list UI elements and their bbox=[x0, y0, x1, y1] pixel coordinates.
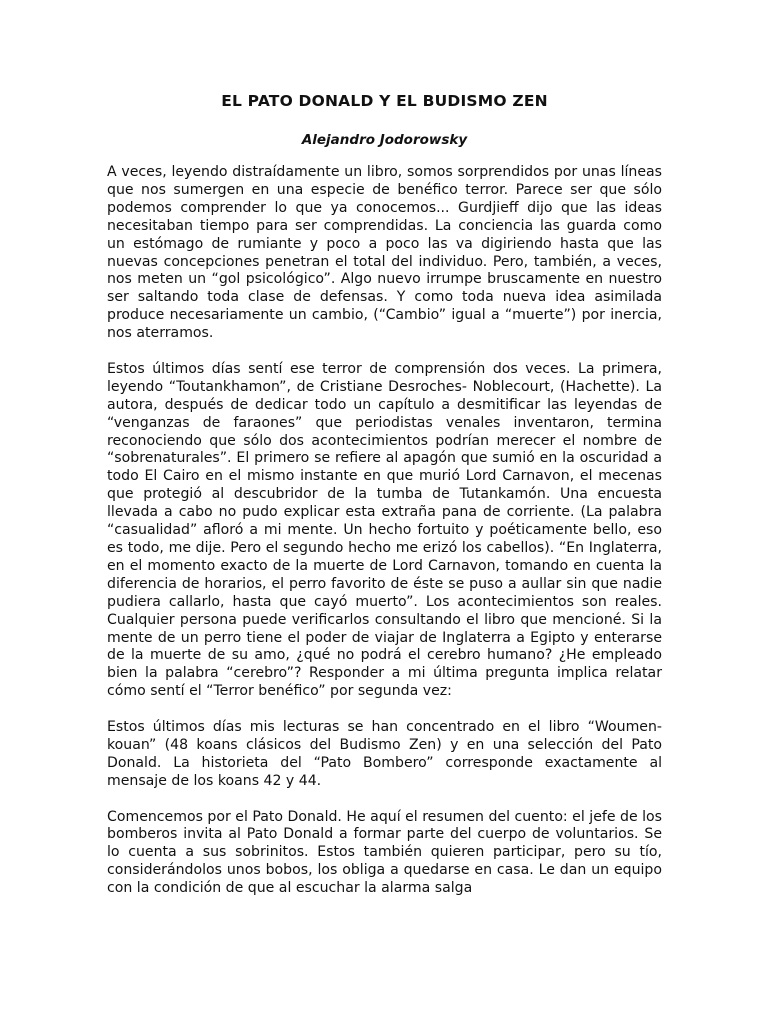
document-title: EL PATO DONALD Y EL BUDISMO ZEN bbox=[221, 92, 548, 110]
paragraph-2: Estos últimos días sentí ese terror de comprensión dos veces. La primera, leyendo “Toutankhamon”, de Cristiane Desroches- Noblecourt, (Hachette). La autora, después de dedicar todo un capítulo a desmitificar las leyendas de “venganzas de faraones” que periodistas venales inventaron, termina reconociendo que sólo dos acontecimientos podrían merecer el nombre de “sobrenaturales”. El primero se refiere al apagón que sumió en la oscuridad a todo El Cairo en el mismo instante en que murió Lord Carnavon, el mecenas que protegió al descubridor de la tumba de Tutankamón. Una encuesta llevada a cabo no pudo explicar esta extraña pana de corriente. (La palabra “casualidad” afloró a mi mente. Un hecho fortuito y poéticamente bello, eso es todo, me dije. Pero el segundo hecho me erizó los cabellos). “En Inglaterra, en el momento exacto de la muerte de Lord Carnavon, tomando en cuenta la diferencia de horarios, el perro favorito de éste se puso a aullar sin que nadie pudiera callarlo, hasta que cayó muerto”. Los acontecimientos son reales. Cualquier persona puede verificarlos consultando el libro que mencioné. Si la mente de un perro tiene el poder de viajar de Inglaterra a Egipto y enterarse de la muerte de su amo, ¿qué no podrá el cerebro humano? ¿He empleado bien la palabra “cerebro”? Responder a mi última pregunta implica relatar cómo sentí el “Terror benéfico” por segunda vez: bbox=[107, 360, 662, 700]
document-author: Alejandro Jodorowsky bbox=[301, 132, 468, 148]
paragraph-3: Estos últimos días mis lecturas se han concentrado en el libro “Woumen-kouan” (48 koans clásicos del Budismo Zen) y en una selección del Pato Donald. La historieta del “Pato Bombero” corresponde exactamente al mensaje de los koans 42 y 44. bbox=[107, 719, 662, 789]
document-body bbox=[107, 164, 662, 916]
paragraph-1: A veces, leyendo distraídamente un libro, somos sorprendidos por unas líneas que nos sumergen en una especie de benéfico terror. Parece ser que sólo podemos comprender lo que ya conocemos... Gurdjieff dijo que las ideas necesitaban tiempo para ser comprendidas. La conciencia las guarda como un estómago de rumiante y poco a poco las va digiriendo hasta que las nuevas concepciones penetran el total del individuo. Pero, también, a veces, nos meten un “gol psicológico”. Algo nuevo irrumpe bruscamente en nuestro ser saltando toda clase de defensas. Y como toda nueva idea asimilada produce necesariamente un cambio, (“Cambio” igual a “muerte”) por inercia, nos aterramos. bbox=[107, 164, 662, 342]
paragraph-4: Comencemos por el Pato Donald. He aquí el resumen del cuento: el jefe de los bomberos invita al Pato Donald a formar parte del cuerpo de voluntarios. Se lo cuenta a sus sobrinitos. Estos también quieren participar, pero su tío, considerándolos unos bobos, los obliga a quedarse en casa. Le dan un equipo con la condición de que al escuchar la alarma salga bbox=[107, 808, 662, 897]
